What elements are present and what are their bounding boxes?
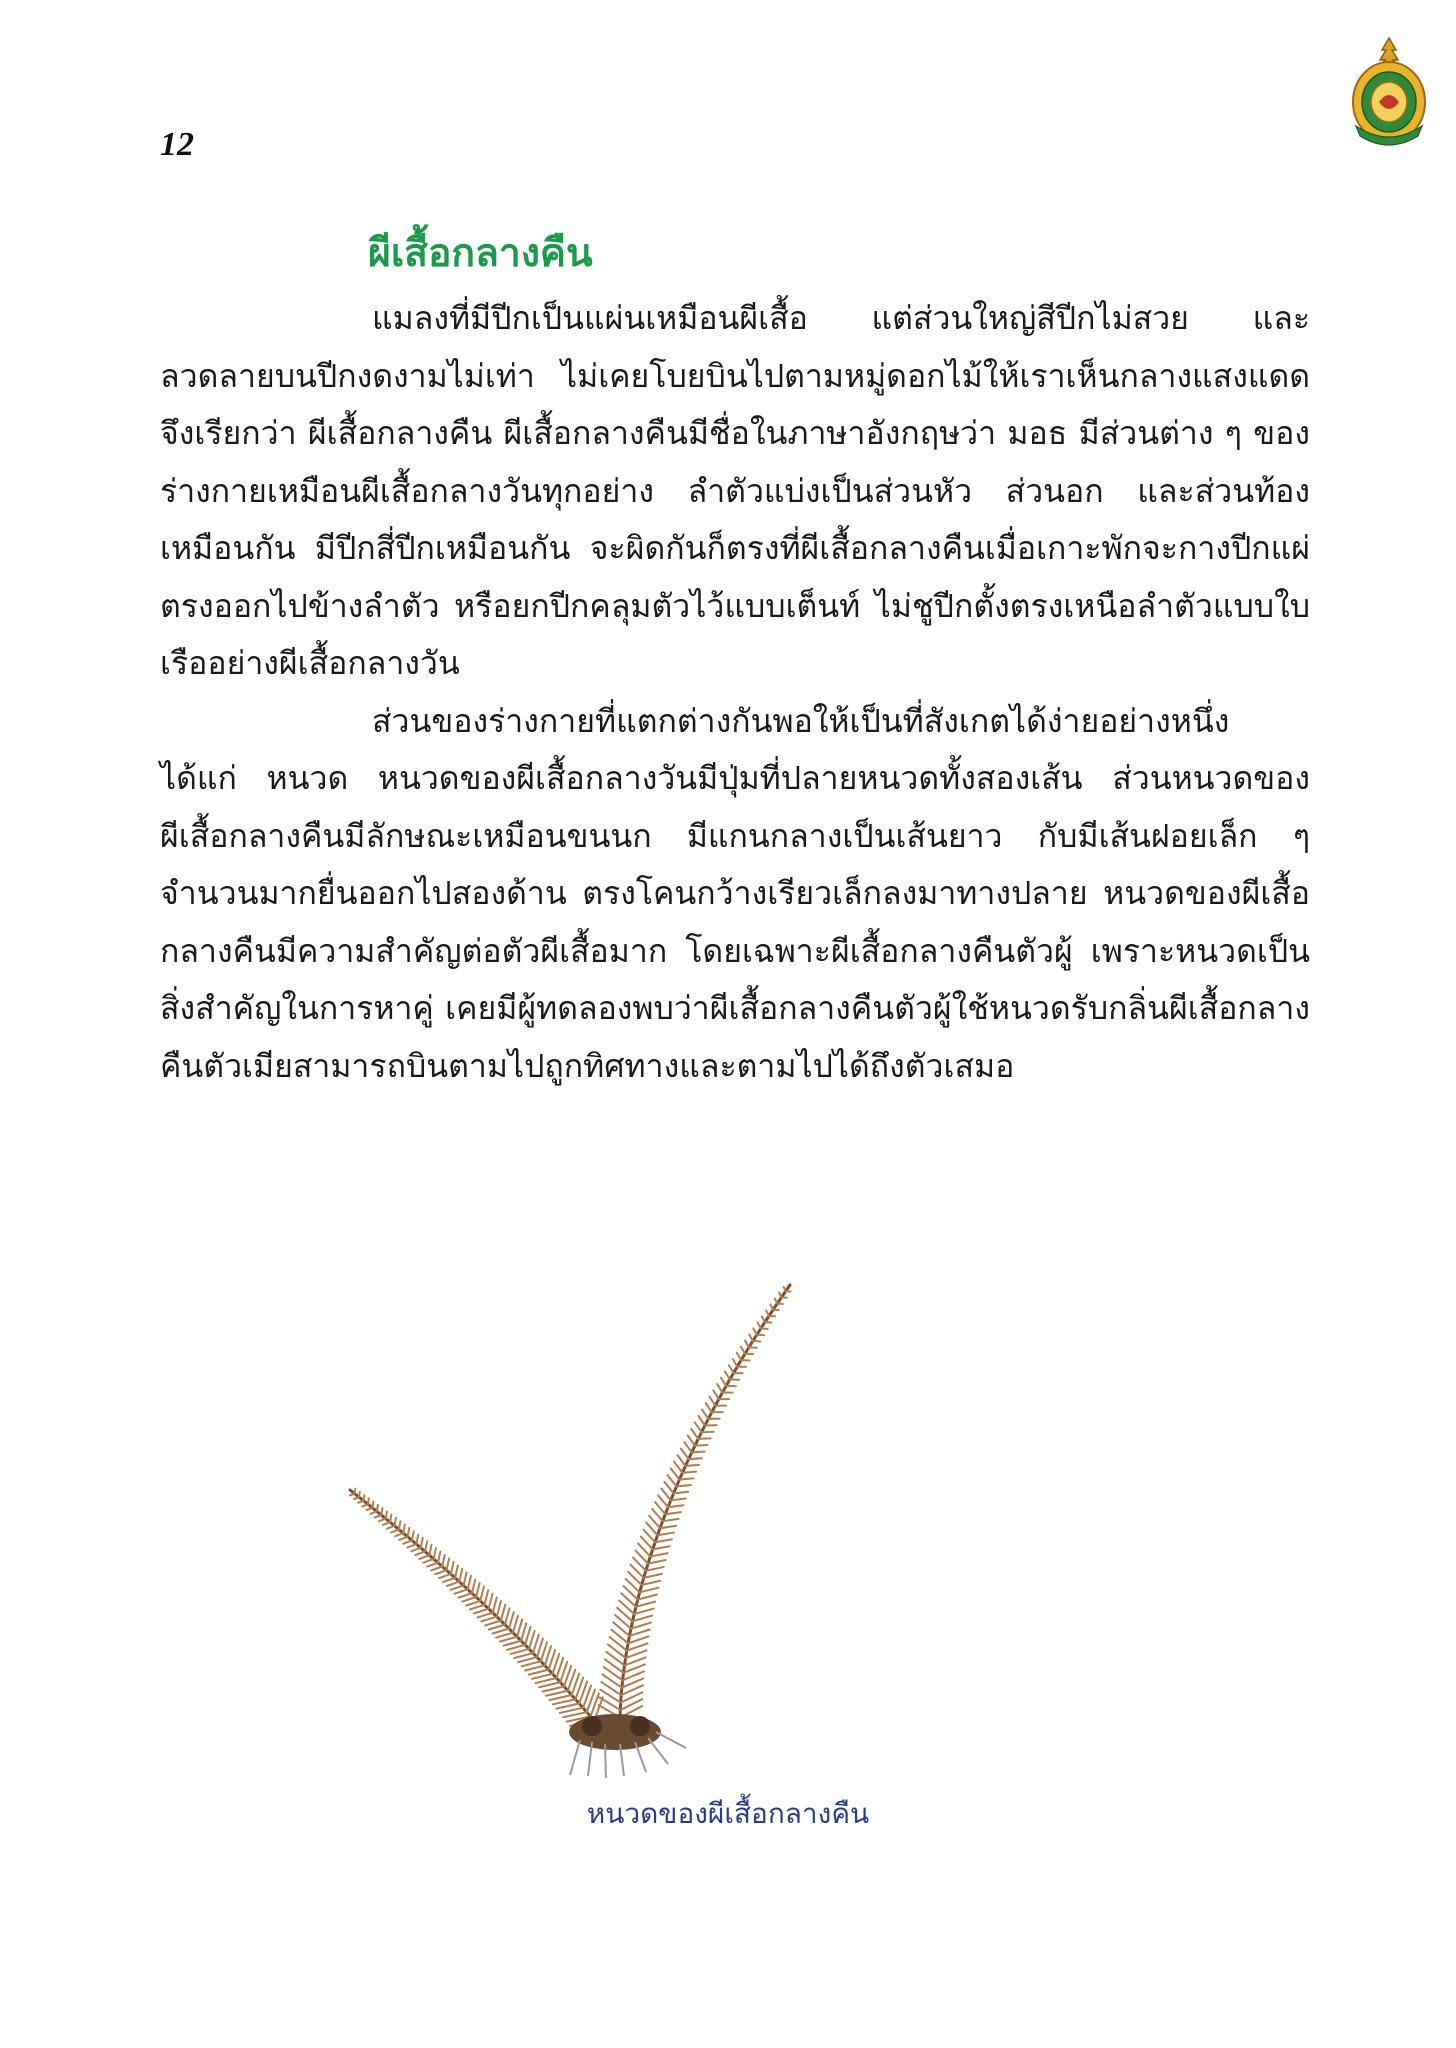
antenna-barb <box>463 1572 466 1585</box>
antenna-barb <box>381 1508 382 1515</box>
antenna-barb <box>451 1562 454 1574</box>
antenna-barb <box>470 1605 484 1610</box>
antenna-barb <box>650 1553 667 1556</box>
antenna-barb <box>412 1531 414 1540</box>
antenna-barb <box>455 1565 458 1577</box>
antenna-barb <box>655 1502 665 1514</box>
page-number: 12 <box>160 126 194 163</box>
antenna-barb <box>442 1555 445 1566</box>
antenna-barb <box>676 1485 690 1486</box>
antenna-barb <box>459 1569 462 1582</box>
antenna-barb <box>657 1533 674 1536</box>
antenna-barb <box>775 1299 778 1304</box>
antenna-barb <box>438 1552 440 1563</box>
antenna-barb <box>766 1310 769 1315</box>
antenna-barb <box>563 1712 587 1717</box>
antenna-barb <box>536 1678 557 1683</box>
right-antenna <box>599 1285 791 1725</box>
antenna-barb <box>661 1489 671 1501</box>
section-title: ผีเสื้อกลางคืน <box>368 231 593 276</box>
antenna-barb <box>399 1537 407 1540</box>
antenna-barb <box>556 1704 579 1709</box>
antenna-barb <box>640 1588 659 1593</box>
antenna-barb <box>634 1609 654 1614</box>
antenna-barb <box>478 1613 493 1618</box>
antenna-barb <box>474 1609 489 1614</box>
antenna-barb <box>462 1597 476 1602</box>
antenna-barb <box>629 1629 649 1635</box>
antenna-barb <box>674 1492 689 1494</box>
antenna-barb <box>737 1353 741 1360</box>
antenna-barb <box>425 1541 427 1551</box>
antenna-barb <box>391 1529 399 1532</box>
antenna-barb <box>648 1560 666 1564</box>
antenna-barb <box>493 1597 497 1612</box>
antenna-barb <box>518 1657 537 1662</box>
antenna-barb <box>677 1455 685 1466</box>
antenna-barb <box>513 1616 518 1633</box>
antenna-barb <box>435 1570 446 1574</box>
antenna-barb <box>455 1589 468 1593</box>
antenna-barb <box>434 1548 436 1559</box>
moth-antenna-illustration <box>330 1270 800 1780</box>
antenna-barb <box>706 1403 712 1412</box>
antenna-barb <box>702 1410 708 1419</box>
antenna-barb <box>375 1515 381 1518</box>
antenna-barb <box>550 1695 572 1700</box>
antenna-barb <box>350 1494 355 1496</box>
antenna-barb <box>399 1521 401 1529</box>
antenna-barb <box>447 1558 450 1570</box>
antenna-barb <box>553 1699 575 1704</box>
antenna-barb <box>525 1665 545 1670</box>
antenna-barb <box>729 1365 734 1373</box>
antenna-barb <box>371 1511 377 1514</box>
antenna-barb <box>501 1605 505 1621</box>
antenna-barb <box>674 1462 682 1473</box>
antenna-barb <box>390 1515 391 1523</box>
antenna-barb <box>725 1372 730 1380</box>
antenna-barb <box>717 1384 722 1392</box>
moth-head <box>569 1714 686 1778</box>
antenna-barb <box>741 1347 745 1354</box>
antenna-barb <box>713 1390 719 1399</box>
antenna-barb <box>529 1670 549 1675</box>
antenna-barb <box>533 1635 539 1653</box>
antenna-barb <box>628 1636 648 1643</box>
antenna-barb <box>758 1322 761 1328</box>
antenna-barb <box>427 1563 438 1567</box>
antenna-barb <box>695 1422 702 1432</box>
antenna-barb <box>668 1505 683 1507</box>
antenna-barb <box>484 1590 488 1605</box>
antenna-barb <box>447 1582 459 1586</box>
antenna-barb <box>652 1509 662 1521</box>
antenna-barb <box>481 1617 496 1622</box>
antenna-barb <box>394 1518 395 1526</box>
antenna-barb <box>532 1674 552 1679</box>
antenna-barb <box>689 1458 702 1459</box>
antenna-barb <box>443 1578 455 1582</box>
paragraph-1: แมลงที่มีปีกเป็นแผ่นเหมือนผีเสื้อ แต่ส่วนใหญ่สีปีกไม่สวย และลวดลายบนปีกงดงามไม่เท่า ไม่เคยโบยบินไปตามหมู่ดอกไม้ให้เราเห็นกลางแสงแดด จึงเรียกว่า ผีเสื้อกลางคืน ผีเสื้อกลางคืนมีชื่อในภาษาอังกฤษว่า มอธ มีส่วนต่าง ๆ ของร่างกายเหมือนผีเสื้อกลางวันทุกอย่าง ลำตัวแบ่งเป็นส่วนหัว ส่วนอก และส่วนท้องเหมือนกัน มีปีกสี่ปีกเหมือนกัน จะผิดกันก็ตรงที่ผีเสื้อกลางคืนเมื่อเกาะพักจะกางปีกแผ่ตรงออกไปข้างลำตัว หรือยกปีกคลุมตัวไว้แบบเต็นท์ ไม่ชูปีกตั้งตรงเหนือลำตัวแบบใบเรืออย่างผีเสื้อกลางวัน <box>160 299 1310 682</box>
antenna-barb <box>762 1316 765 1322</box>
antenna-barb <box>665 1512 681 1514</box>
antenna-barb <box>492 1629 509 1634</box>
antenna-barb <box>429 1545 431 1555</box>
antenna-barb <box>537 1638 543 1657</box>
antenna-barb <box>379 1519 386 1522</box>
antenna-barb <box>507 1645 525 1650</box>
antenna-barb <box>423 1559 433 1563</box>
antenna-barb <box>485 1621 501 1626</box>
antenna-barb <box>521 1623 526 1640</box>
antenna-barb <box>408 1528 410 1537</box>
antenna-barb <box>655 1539 672 1542</box>
antenna-barb <box>489 1594 493 1609</box>
antenna-barb <box>509 1612 514 1629</box>
antenna-barb <box>684 1442 692 1452</box>
royal-emblem-icon <box>1348 36 1430 148</box>
antenna-barb <box>525 1627 530 1645</box>
antenna-barb <box>386 1511 387 1518</box>
antenna-barb <box>476 1583 480 1597</box>
antenna-barb <box>710 1397 716 1406</box>
antenna-barb <box>679 1478 693 1479</box>
antenna-barb <box>415 1551 425 1555</box>
antenna-barb <box>626 1650 647 1658</box>
antenna-barb <box>543 1686 564 1691</box>
antenna-barb <box>646 1567 664 1571</box>
antenna-barb <box>663 1519 679 1521</box>
body-text <box>160 290 1310 1095</box>
antenna-barb <box>671 1499 686 1501</box>
antenna-barb <box>695 1445 708 1446</box>
antenna-barb <box>387 1526 394 1529</box>
antenna-barb <box>631 1623 651 1629</box>
antenna-barb <box>633 1616 653 1622</box>
antenna-barb <box>658 1495 668 1507</box>
antenna-barb <box>642 1581 661 1585</box>
antenna-barb <box>668 1475 677 1486</box>
antenna-barb <box>546 1691 568 1696</box>
antenna-barb <box>514 1653 533 1658</box>
antenna-barb <box>451 1585 464 1589</box>
antenna-barb <box>480 1587 484 1601</box>
antenna-barb <box>472 1579 475 1593</box>
antenna-barb <box>692 1452 705 1453</box>
antenna-barb <box>416 1535 418 1545</box>
antenna-barb <box>664 1482 673 1494</box>
antenna-barb <box>660 1526 676 1528</box>
antenna-barb <box>733 1359 737 1367</box>
figure-caption: หนวดของผีเสื้อกลางคืน <box>586 1797 870 1830</box>
paragraph-2: ส่วนของร่างกายที่แตกต่างกันพอให้เป็นที่สังเกตได้ง่ายอย่างหนึ่ง ได้แก่ หนวด หนวดของผีเสื้อกลางวันมีปุ่มที่ปลายหนวดทั้งสองเส้น ส่วนหนวดของผีเสื้อกลางคืนมีลักษณะเหมือนขนนก มีแกนกลางเป็นเส้นยาว กับมีเส้นฝอยเล็ก ๆ จำนวนมากยื่นออกไปสองด้าน ตรงโคนกว้างเรียวเล็กลงมาทางปลาย หนวดของผีเสื้อกลางคืนมีความสำคัญต่อตัวผีเสื้อมาก โดยเฉพาะผีเสื้อกลางคืนตัวผู้ เพราะหนวดเป็นสิ่งสำคัญในการหาคู่ เคยมีผู้ทดลองพบว่าผีเสื้อกลางคืนตัวผู้ใช้หนวดรับกลิ่นผีเสื้อกลางคืนตัวเมียสามารถบินตามไปถูกทิศทางและตามไปได้ถึงตัวเสมอ <box>160 701 1310 1085</box>
antenna-barb <box>407 1544 416 1547</box>
antenna-barb <box>403 1540 412 1543</box>
antenna-barb <box>779 1293 781 1298</box>
antenna-barb <box>560 1708 583 1713</box>
antenna-barb <box>698 1416 705 1426</box>
antenna-barb <box>627 1643 648 1650</box>
antenna-barb <box>745 1341 749 1348</box>
antenna-barb <box>770 1304 773 1309</box>
antenna-barb <box>682 1472 696 1473</box>
antenna-barb <box>686 1465 700 1466</box>
antenna-barb <box>653 1546 670 1549</box>
antenna-barb <box>681 1449 689 1460</box>
antenna-barb <box>688 1435 695 1445</box>
antenna-barb <box>431 1566 442 1570</box>
antenna-barb <box>721 1378 726 1386</box>
antenna-barb <box>517 1620 522 1637</box>
antenna-barb <box>505 1608 510 1624</box>
antenna-barb <box>468 1576 471 1589</box>
antenna-barb <box>504 1641 522 1646</box>
antenna-barb <box>458 1593 471 1597</box>
antenna-barb <box>362 1504 367 1506</box>
antenna-barb <box>466 1601 480 1606</box>
antenna-barb <box>539 1682 560 1687</box>
antenna-barb <box>403 1525 405 1534</box>
antenna-barb <box>749 1335 753 1342</box>
left-antenna <box>350 1489 603 1726</box>
antenna-barb <box>691 1429 698 1439</box>
antenna-barb <box>395 1533 403 1536</box>
antenna-barb <box>439 1574 451 1578</box>
antenna-barb <box>784 1287 786 1291</box>
antenna-barb <box>522 1661 541 1666</box>
antenna-barb <box>698 1438 710 1439</box>
antenna-barb <box>411 1548 420 1552</box>
antenna-barb <box>497 1601 501 1617</box>
antenna-barb <box>753 1328 756 1334</box>
antenna-barb <box>419 1555 429 1559</box>
antenna-barb <box>638 1595 657 1600</box>
antenna-barb <box>636 1602 655 1607</box>
antenna-barb <box>367 1508 373 1510</box>
antenna-barb <box>644 1574 662 1578</box>
antenna-barb <box>496 1633 513 1638</box>
antenna-barb <box>500 1637 517 1642</box>
antenna-barb <box>358 1501 363 1503</box>
antenna-barb <box>421 1538 423 1548</box>
antenna-barb <box>354 1497 359 1499</box>
antenna-barb <box>489 1625 505 1630</box>
antenna-barb <box>529 1631 535 1649</box>
antenna-barb <box>383 1522 390 1525</box>
antenna-barb <box>624 1657 645 1665</box>
antenna-barb <box>511 1649 529 1654</box>
antenna-barb <box>671 1468 680 1479</box>
